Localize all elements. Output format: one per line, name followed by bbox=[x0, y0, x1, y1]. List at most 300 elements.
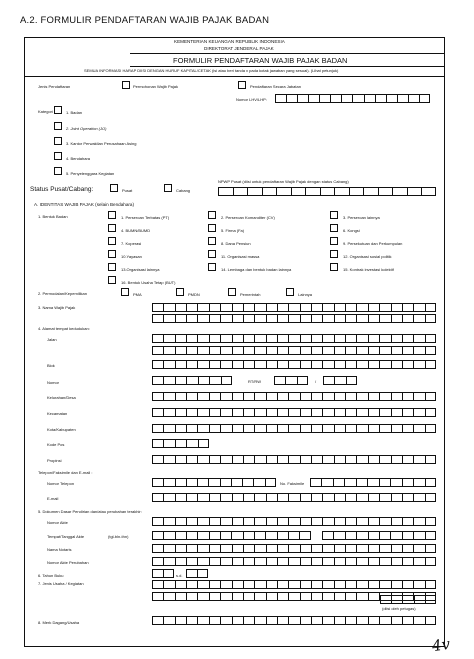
input-cell[interactable] bbox=[186, 580, 197, 589]
input-cell[interactable] bbox=[277, 531, 288, 540]
input-cell[interactable] bbox=[220, 408, 231, 417]
input-cell[interactable] bbox=[334, 376, 345, 385]
input-cell[interactable] bbox=[390, 478, 401, 487]
input-cell[interactable] bbox=[311, 557, 322, 566]
input-cell[interactable] bbox=[186, 424, 197, 433]
input-cell[interactable] bbox=[232, 360, 243, 369]
input-cell[interactable] bbox=[425, 346, 436, 355]
input-cell[interactable] bbox=[254, 557, 265, 566]
input-cell[interactable] bbox=[311, 592, 322, 601]
input-cell[interactable] bbox=[333, 531, 344, 540]
input-cell[interactable] bbox=[334, 408, 345, 417]
input-cell[interactable] bbox=[175, 493, 186, 502]
input-cell[interactable] bbox=[391, 493, 402, 502]
input-cell[interactable] bbox=[368, 346, 379, 355]
entity-type-checkbox[interactable] bbox=[108, 211, 116, 219]
input-cell[interactable] bbox=[152, 334, 163, 343]
input-cell[interactable] bbox=[152, 592, 163, 601]
input-cell[interactable] bbox=[345, 616, 356, 625]
input-cell[interactable] bbox=[300, 557, 311, 566]
input-cell[interactable] bbox=[152, 424, 163, 433]
input-cell[interactable] bbox=[368, 303, 379, 312]
business-input[interactable] bbox=[152, 580, 436, 589]
input-cell[interactable] bbox=[186, 314, 197, 323]
input-cell[interactable] bbox=[277, 346, 288, 355]
input-cell[interactable] bbox=[379, 557, 390, 566]
input-cell[interactable] bbox=[254, 424, 265, 433]
input-cell[interactable] bbox=[254, 592, 265, 601]
input-cell[interactable] bbox=[163, 303, 174, 312]
input-cell[interactable] bbox=[288, 493, 299, 502]
business-code-input[interactable] bbox=[380, 595, 436, 604]
input-cell[interactable] bbox=[175, 439, 186, 448]
input-cell[interactable] bbox=[379, 580, 390, 589]
input-cell[interactable] bbox=[356, 517, 367, 526]
input-cell[interactable] bbox=[391, 544, 402, 553]
entity-type-checkbox[interactable] bbox=[108, 276, 116, 284]
input-cell[interactable] bbox=[345, 346, 356, 355]
input-cell[interactable] bbox=[220, 346, 231, 355]
input-cell[interactable] bbox=[413, 557, 424, 566]
input-cell[interactable] bbox=[175, 557, 186, 566]
input-cell[interactable] bbox=[277, 517, 288, 526]
input-cell[interactable] bbox=[175, 517, 186, 526]
input-cell[interactable] bbox=[425, 408, 436, 417]
input-cell[interactable] bbox=[334, 360, 345, 369]
input-cell[interactable] bbox=[265, 478, 276, 487]
input-cell[interactable] bbox=[197, 314, 208, 323]
input-cell[interactable] bbox=[254, 580, 265, 589]
input-cell[interactable] bbox=[402, 531, 413, 540]
input-cell[interactable] bbox=[218, 187, 233, 196]
input-cell[interactable] bbox=[152, 346, 163, 355]
input-cell[interactable] bbox=[242, 478, 253, 487]
input-cell[interactable] bbox=[413, 408, 424, 417]
input-cell[interactable] bbox=[391, 408, 402, 417]
input-cell[interactable] bbox=[186, 557, 197, 566]
input-cell[interactable] bbox=[356, 346, 367, 355]
category-checkbox[interactable] bbox=[54, 137, 62, 145]
blok-input[interactable] bbox=[152, 360, 436, 369]
input-cell[interactable] bbox=[175, 478, 186, 487]
input-cell[interactable] bbox=[197, 531, 208, 540]
input-cell[interactable] bbox=[378, 187, 393, 196]
input-cell[interactable] bbox=[186, 392, 197, 401]
input-cell[interactable] bbox=[209, 531, 220, 540]
input-cell[interactable] bbox=[344, 478, 355, 487]
input-cell[interactable] bbox=[163, 478, 174, 487]
input-cell[interactable] bbox=[288, 314, 299, 323]
input-cell[interactable] bbox=[300, 303, 311, 312]
input-cell[interactable] bbox=[407, 187, 422, 196]
input-cell[interactable] bbox=[232, 557, 243, 566]
input-cell[interactable] bbox=[311, 346, 322, 355]
input-cell[interactable] bbox=[419, 94, 430, 103]
input-cell[interactable] bbox=[243, 517, 254, 526]
input-cell[interactable] bbox=[175, 303, 186, 312]
input-cell[interactable] bbox=[311, 303, 322, 312]
capital-checkbox[interactable] bbox=[286, 288, 294, 296]
input-cell[interactable] bbox=[391, 557, 402, 566]
input-cell[interactable] bbox=[334, 517, 345, 526]
input-cell[interactable] bbox=[300, 392, 311, 401]
input-cell[interactable] bbox=[402, 544, 413, 553]
input-cell[interactable] bbox=[152, 392, 163, 401]
input-cell[interactable] bbox=[300, 360, 311, 369]
input-cell[interactable] bbox=[334, 314, 345, 323]
input-cell[interactable] bbox=[379, 360, 390, 369]
input-cell[interactable] bbox=[152, 557, 163, 566]
input-cell[interactable] bbox=[197, 478, 208, 487]
input-cell[interactable] bbox=[379, 392, 390, 401]
input-cell[interactable] bbox=[345, 360, 356, 369]
input-cell[interactable] bbox=[209, 376, 220, 385]
category-checkbox[interactable] bbox=[54, 106, 62, 114]
input-cell[interactable] bbox=[277, 592, 288, 601]
input-cell[interactable] bbox=[402, 455, 413, 464]
input-cell[interactable] bbox=[209, 580, 220, 589]
input-cell[interactable] bbox=[209, 517, 220, 526]
input-cell[interactable] bbox=[364, 94, 375, 103]
input-cell[interactable] bbox=[392, 187, 407, 196]
input-cell[interactable] bbox=[402, 303, 413, 312]
input-cell[interactable] bbox=[391, 346, 402, 355]
input-cell[interactable] bbox=[300, 424, 311, 433]
input-cell[interactable] bbox=[220, 517, 231, 526]
input-cell[interactable] bbox=[266, 455, 277, 464]
input-cell[interactable] bbox=[334, 493, 345, 502]
input-cell[interactable] bbox=[356, 478, 367, 487]
akte-input[interactable] bbox=[152, 517, 436, 526]
input-cell[interactable] bbox=[175, 334, 186, 343]
input-cell[interactable] bbox=[320, 187, 335, 196]
input-cell[interactable] bbox=[311, 360, 322, 369]
input-cell[interactable] bbox=[334, 557, 345, 566]
entity-type-checkbox[interactable] bbox=[108, 224, 116, 232]
input-cell[interactable] bbox=[300, 408, 311, 417]
input-cell[interactable] bbox=[266, 517, 277, 526]
input-cell[interactable] bbox=[421, 187, 436, 196]
input-cell[interactable] bbox=[254, 517, 265, 526]
input-cell[interactable] bbox=[300, 455, 311, 464]
input-cell[interactable] bbox=[368, 392, 379, 401]
input-cell[interactable] bbox=[220, 360, 231, 369]
input-cell[interactable] bbox=[163, 531, 174, 540]
input-cell[interactable] bbox=[232, 334, 243, 343]
input-cell[interactable] bbox=[368, 517, 379, 526]
input-cell[interactable] bbox=[175, 346, 186, 355]
input-cell[interactable] bbox=[299, 531, 310, 540]
input-cell[interactable] bbox=[413, 455, 424, 464]
input-cell[interactable] bbox=[322, 334, 333, 343]
provinsi-input[interactable] bbox=[152, 455, 436, 464]
input-cell[interactable] bbox=[197, 360, 208, 369]
input-cell[interactable] bbox=[311, 424, 322, 433]
input-cell[interactable] bbox=[425, 334, 436, 343]
input-cell[interactable] bbox=[163, 544, 174, 553]
input-cell[interactable] bbox=[277, 580, 288, 589]
input-cell[interactable] bbox=[175, 424, 186, 433]
input-cell[interactable] bbox=[232, 303, 243, 312]
capital-checkbox[interactable] bbox=[228, 288, 236, 296]
input-cell[interactable] bbox=[391, 580, 402, 589]
input-cell[interactable] bbox=[277, 424, 288, 433]
input-cell[interactable] bbox=[402, 334, 413, 343]
nomor-input[interactable] bbox=[152, 376, 232, 385]
input-cell[interactable] bbox=[379, 314, 390, 323]
input-cell[interactable] bbox=[288, 544, 299, 553]
input-cell[interactable] bbox=[425, 580, 436, 589]
input-cell[interactable] bbox=[425, 517, 436, 526]
input-cell[interactable] bbox=[368, 580, 379, 589]
input-cell[interactable] bbox=[288, 580, 299, 589]
input-cell[interactable] bbox=[391, 303, 402, 312]
input-cell[interactable] bbox=[152, 517, 163, 526]
input-cell[interactable] bbox=[209, 616, 220, 625]
input-cell[interactable] bbox=[266, 303, 277, 312]
input-cell[interactable] bbox=[356, 592, 367, 601]
entity-type-checkbox[interactable] bbox=[208, 263, 216, 271]
input-cell[interactable] bbox=[209, 334, 220, 343]
input-cell[interactable] bbox=[254, 455, 265, 464]
input-cell[interactable] bbox=[152, 478, 163, 487]
input-cell[interactable] bbox=[425, 360, 436, 369]
kodepos-input[interactable] bbox=[152, 439, 209, 448]
input-cell[interactable] bbox=[322, 592, 333, 601]
perubahan-input[interactable] bbox=[152, 557, 436, 566]
input-cell[interactable] bbox=[277, 314, 288, 323]
input-cell[interactable] bbox=[209, 455, 220, 464]
input-cell[interactable] bbox=[175, 455, 186, 464]
category-checkbox[interactable] bbox=[54, 152, 62, 160]
input-cell[interactable] bbox=[198, 439, 209, 448]
input-cell[interactable] bbox=[152, 376, 163, 385]
input-cell[interactable] bbox=[425, 455, 436, 464]
input-cell[interactable] bbox=[163, 580, 174, 589]
input-cell[interactable] bbox=[402, 408, 413, 417]
input-cell[interactable] bbox=[311, 314, 322, 323]
input-cell[interactable] bbox=[186, 408, 197, 417]
input-cell[interactable] bbox=[175, 531, 186, 540]
input-cell[interactable] bbox=[391, 392, 402, 401]
input-cell[interactable] bbox=[413, 616, 424, 625]
input-cell[interactable] bbox=[413, 424, 424, 433]
input-cell[interactable] bbox=[323, 376, 334, 385]
input-cell[interactable] bbox=[232, 408, 243, 417]
input-cell[interactable] bbox=[311, 408, 322, 417]
input-cell[interactable] bbox=[152, 314, 163, 323]
input-cell[interactable] bbox=[186, 531, 197, 540]
input-cell[interactable] bbox=[243, 424, 254, 433]
input-cell[interactable] bbox=[402, 478, 413, 487]
input-cell[interactable] bbox=[391, 616, 402, 625]
input-cell[interactable] bbox=[163, 592, 174, 601]
input-cell[interactable] bbox=[243, 303, 254, 312]
input-cell[interactable] bbox=[197, 517, 208, 526]
input-cell[interactable] bbox=[288, 424, 299, 433]
input-cell[interactable] bbox=[277, 408, 288, 417]
input-cell[interactable] bbox=[276, 187, 291, 196]
input-cell[interactable] bbox=[220, 544, 231, 553]
input-cell[interactable] bbox=[345, 408, 356, 417]
input-cell[interactable] bbox=[425, 531, 436, 540]
input-cell[interactable] bbox=[321, 478, 332, 487]
input-cell[interactable] bbox=[209, 303, 220, 312]
input-cell[interactable] bbox=[232, 544, 243, 553]
input-cell[interactable] bbox=[425, 424, 436, 433]
input-cell[interactable] bbox=[266, 580, 277, 589]
input-cell[interactable] bbox=[391, 424, 402, 433]
input-cell[interactable] bbox=[311, 455, 322, 464]
input-cell[interactable] bbox=[308, 94, 319, 103]
input-cell[interactable] bbox=[368, 314, 379, 323]
input-cell[interactable] bbox=[209, 346, 220, 355]
pusat-checkbox[interactable] bbox=[110, 184, 118, 192]
input-cell[interactable] bbox=[163, 376, 174, 385]
input-cell[interactable] bbox=[375, 94, 386, 103]
tanggal-input[interactable] bbox=[322, 531, 436, 540]
category-checkbox[interactable] bbox=[54, 122, 62, 130]
input-cell[interactable] bbox=[345, 314, 356, 323]
input-cell[interactable] bbox=[266, 544, 277, 553]
input-cell[interactable] bbox=[368, 455, 379, 464]
input-cell[interactable] bbox=[300, 580, 311, 589]
input-cell[interactable] bbox=[266, 408, 277, 417]
input-cell[interactable] bbox=[163, 334, 174, 343]
input-cell[interactable] bbox=[288, 408, 299, 417]
input-cell[interactable] bbox=[232, 346, 243, 355]
input-cell[interactable] bbox=[322, 493, 333, 502]
input-cell[interactable] bbox=[209, 408, 220, 417]
input-cell[interactable] bbox=[266, 592, 277, 601]
input-cell[interactable] bbox=[231, 478, 242, 487]
input-cell[interactable] bbox=[413, 531, 424, 540]
input-cell[interactable] bbox=[175, 392, 186, 401]
input-cell[interactable] bbox=[266, 424, 277, 433]
input-cell[interactable] bbox=[402, 517, 413, 526]
input-cell[interactable] bbox=[322, 314, 333, 323]
input-cell[interactable] bbox=[288, 517, 299, 526]
input-cell[interactable] bbox=[220, 455, 231, 464]
input-cell[interactable] bbox=[163, 408, 174, 417]
rt-input[interactable] bbox=[274, 376, 308, 385]
input-cell[interactable] bbox=[425, 303, 436, 312]
input-cell[interactable] bbox=[152, 580, 163, 589]
input-cell[interactable] bbox=[288, 557, 299, 566]
input-cell[interactable] bbox=[152, 408, 163, 417]
input-cell[interactable] bbox=[254, 360, 265, 369]
category-checkbox[interactable] bbox=[54, 167, 62, 175]
input-cell[interactable] bbox=[413, 346, 424, 355]
input-cell[interactable] bbox=[277, 360, 288, 369]
input-cell[interactable] bbox=[402, 314, 413, 323]
input-cell[interactable] bbox=[186, 616, 197, 625]
input-cell[interactable] bbox=[356, 557, 367, 566]
input-cell[interactable] bbox=[186, 455, 197, 464]
entity-type-checkbox[interactable] bbox=[330, 211, 338, 219]
input-cell[interactable] bbox=[277, 493, 288, 502]
input-cell[interactable] bbox=[322, 392, 333, 401]
input-cell[interactable] bbox=[175, 408, 186, 417]
rw-input[interactable] bbox=[323, 376, 357, 385]
input-cell[interactable] bbox=[413, 517, 424, 526]
input-cell[interactable] bbox=[220, 334, 231, 343]
input-cell[interactable] bbox=[345, 303, 356, 312]
input-cell[interactable] bbox=[425, 616, 436, 625]
input-cell[interactable] bbox=[197, 616, 208, 625]
cabang-checkbox[interactable] bbox=[164, 184, 172, 192]
input-cell[interactable] bbox=[221, 376, 232, 385]
input-cell[interactable] bbox=[322, 424, 333, 433]
input-cell[interactable] bbox=[334, 392, 345, 401]
entity-type-checkbox[interactable] bbox=[108, 250, 116, 258]
input-cell[interactable] bbox=[277, 334, 288, 343]
input-cell[interactable] bbox=[243, 360, 254, 369]
input-cell[interactable] bbox=[425, 557, 436, 566]
input-cell[interactable] bbox=[368, 408, 379, 417]
input-cell[interactable] bbox=[152, 493, 163, 502]
entity-type-checkbox[interactable] bbox=[330, 263, 338, 271]
input-cell[interactable] bbox=[152, 455, 163, 464]
input-cell[interactable] bbox=[356, 424, 367, 433]
input-cell[interactable] bbox=[286, 94, 297, 103]
input-cell[interactable] bbox=[274, 376, 285, 385]
input-cell[interactable] bbox=[220, 314, 231, 323]
input-cell[interactable] bbox=[243, 580, 254, 589]
input-cell[interactable] bbox=[379, 478, 390, 487]
input-cell[interactable] bbox=[277, 455, 288, 464]
input-cell[interactable] bbox=[413, 478, 424, 487]
input-cell[interactable] bbox=[220, 592, 231, 601]
input-cell[interactable] bbox=[175, 314, 186, 323]
input-cell[interactable] bbox=[368, 616, 379, 625]
capital-checkbox[interactable] bbox=[176, 288, 184, 296]
input-cell[interactable] bbox=[413, 580, 424, 589]
input-cell[interactable] bbox=[379, 424, 390, 433]
input-cell[interactable] bbox=[391, 314, 402, 323]
input-cell[interactable] bbox=[186, 439, 197, 448]
entity-type-checkbox[interactable] bbox=[330, 224, 338, 232]
input-cell[interactable] bbox=[334, 616, 345, 625]
input-cell[interactable] bbox=[402, 360, 413, 369]
input-cell[interactable] bbox=[288, 592, 299, 601]
input-cell[interactable] bbox=[345, 493, 356, 502]
fax-input[interactable] bbox=[310, 478, 436, 487]
input-cell[interactable] bbox=[356, 455, 367, 464]
input-cell[interactable] bbox=[232, 616, 243, 625]
input-cell[interactable] bbox=[220, 392, 231, 401]
input-cell[interactable] bbox=[311, 580, 322, 589]
input-cell[interactable] bbox=[163, 517, 174, 526]
phone-input[interactable] bbox=[152, 478, 276, 487]
input-cell[interactable] bbox=[300, 517, 311, 526]
input-cell[interactable] bbox=[266, 557, 277, 566]
input-cell[interactable] bbox=[322, 408, 333, 417]
input-cell[interactable] bbox=[152, 569, 163, 578]
input-cell[interactable] bbox=[265, 531, 276, 540]
input-cell[interactable] bbox=[300, 592, 311, 601]
input-cell[interactable] bbox=[232, 493, 243, 502]
input-cell[interactable] bbox=[288, 334, 299, 343]
entity-type-checkbox[interactable] bbox=[108, 237, 116, 245]
input-cell[interactable] bbox=[175, 592, 186, 601]
input-cell[interactable] bbox=[220, 580, 231, 589]
input-cell[interactable] bbox=[233, 187, 248, 196]
input-cell[interactable] bbox=[243, 314, 254, 323]
input-cell[interactable] bbox=[152, 303, 163, 312]
input-cell[interactable] bbox=[186, 360, 197, 369]
option1-checkbox[interactable] bbox=[122, 81, 130, 89]
